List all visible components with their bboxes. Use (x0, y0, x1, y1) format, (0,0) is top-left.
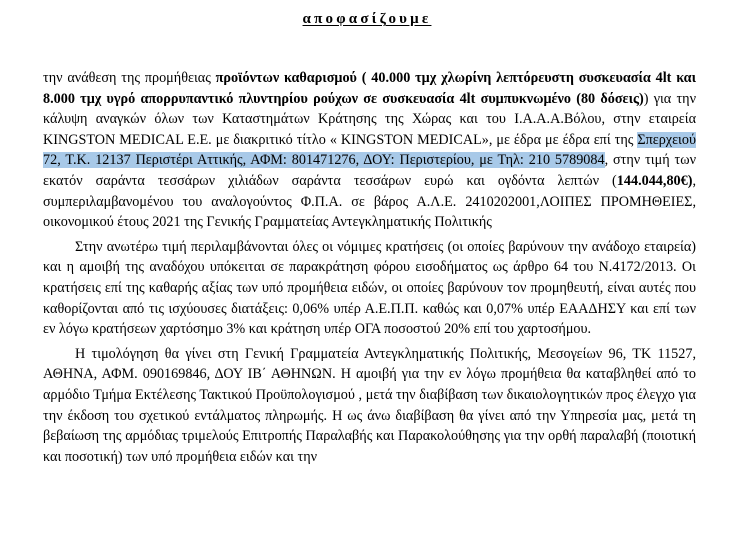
price-bold: 144.044,80€) (616, 172, 693, 189)
paragraph-award (43, 68, 696, 233)
award-text-1: την ανάθεση της προμήθειας (43, 70, 216, 86)
paragraph-withholdings: Στην ανωτέρω τιμή περιλαμβάνονται όλες οι νόμιμες κρατήσεις (οι οποίες βαρύνουν την ανάδοχο εταιρεία) και η αμοιβή της αναδόχου υπόκειται σε παρακράτηση φόρου εισοδήματος ως άρθρο 64 του Ν.4172/2013. Οι κρατήσεις επί της καθαρής αξίας των υπό προμήθεια ειδών, οι οποίες βαρύνουν τον προμηθευτή, είναι αυτές που καθορίζονται από τις ισχύουσες διατάξεις: 0,06% υπέρ Α.Ε.Π.Π. καθώς και 0,07% υπέρ ΕΑΑΔΗΣΥ και επί των εν λόγω κρατήσεων χαρτόσημο 3% και κράτηση υπέρ ΟΓΑ ποσοστού 20% επί του χαρτοσήμου. (43, 238, 696, 338)
award-text-3: , στην τιμή των εκατόν σαράντα τεσσάρων χιλιάδων σαράντα τεσσάρων ευρώ και ογδόντα λεπτών ( (43, 152, 696, 189)
document-body (43, 68, 696, 467)
decision-heading: αποφασίζουμε (302, 11, 432, 27)
paragraph-invoicing: Η τιμολόγηση θα γίνει στη Γενική Γραμματεία Αντεγκληματικής Πολιτικής, Μεσογείων 96, ΤΚ 11527, ΑΘΗΝΑ, ΑΦΜ. 090169846, ΔΟΥ ΙΒ΄ ΑΘΗΝΩΝ. Η αμοιβή για την εν λόγω προμήθεια θα καταβληθεί από το αρμόδιο Τμήμα Εκτέλεσης Τακτικού Προϋπολογισμού , μετά την διαβίβαση των δικαιολογητικών προς έλεγχο για την έκδοση του σχετικού εντάλματος πληρωμής. Η ως άνω διαβίβαση θα γίνει από την Υπηρεσία μας, μετά τη βεβαίωση της αρμόδιας τριμελούς Επιτροπής Παραλαβής και Παρακολούθησης για την ορθή παραλαβή (ποιοτική και ποσοτική) των υπό προμήθεια ειδών και την (43, 345, 696, 465)
highlighted-address: Σπερχειού 72, Τ.Κ. 12137 Περιστέρι Αττικής, ΑΦΜ: 801471276, ΔΟΥ: Περιστερίου, με Τηλ: 210 5789084 (43, 131, 696, 169)
award-text-4: , συμπεριλαμβανομένου του αναλογούντος Φ.Π.Α. σε βάρος Α.Λ.Ε. 2410202001,ΛΟΙΠΕΣ ΠΡΟΜΗΘΕΙΕΣ, οικονομικού έτους 2021 της Γενικής Γραμματείας Αντεγκληματικής Πολιτικής (43, 172, 696, 231)
products-bold: προϊόντων καθαρισμού ( 40.000 τμχ χλωρίνη λεπτόρευστη συσκευασία 4lt και 8.000 τμχ υγρό απορρυπαντικό πλυντηρίου ρούχων σε συσκευασία 4lt συμπυκνωμένο (80 δόσεις) (43, 70, 696, 107)
award-text-2: ) για την κάλυψη αναγκών όλων των Καταστημάτων Κράτησης της Χώρας και του Ι.Α.Α.Α.Βόλου, στην εταιρεία KINGSTON MEDICAL Ε.Ε. με διακριτικό τίτλο « KINGSTON MEDICAL», με έδρα με έδρα επί της (43, 90, 697, 148)
